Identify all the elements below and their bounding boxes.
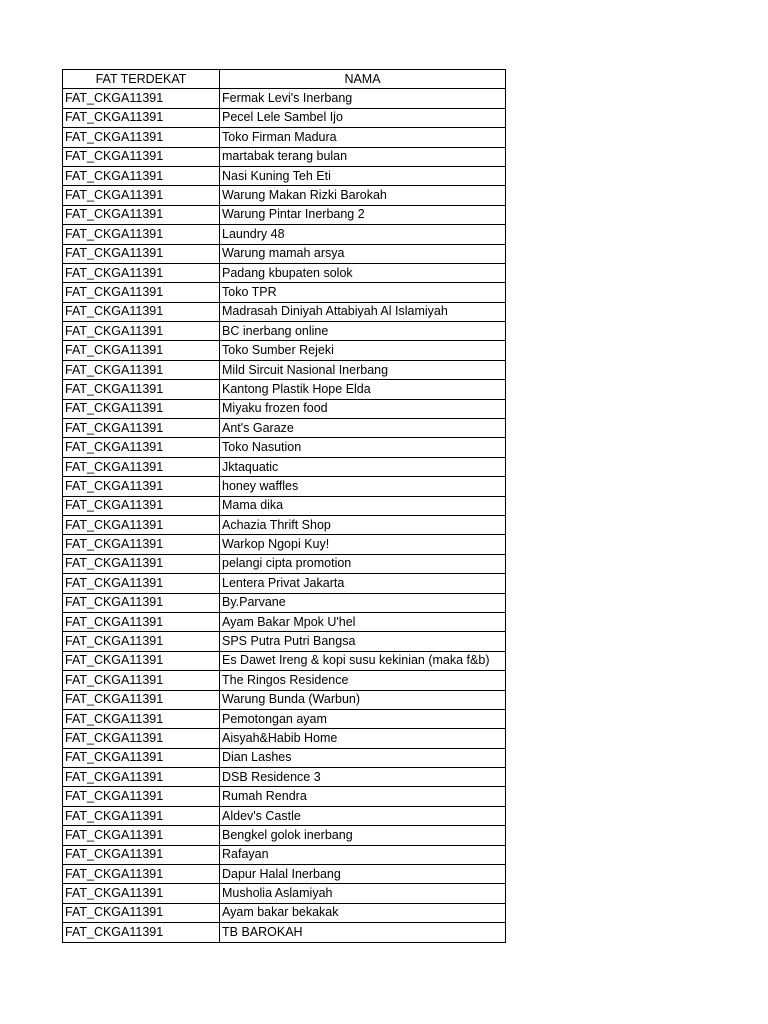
cell-fat-terdekat: FAT_CKGA11391 <box>63 147 220 166</box>
cell-fat-terdekat: FAT_CKGA11391 <box>63 399 220 418</box>
cell-fat-terdekat: FAT_CKGA11391 <box>63 884 220 903</box>
cell-fat-terdekat: FAT_CKGA11391 <box>63 651 220 670</box>
table-body <box>63 89 506 942</box>
cell-fat-terdekat: FAT_CKGA11391 <box>63 768 220 787</box>
table-row <box>63 671 506 690</box>
cell-nama: Bengkel golok inerbang <box>220 826 506 845</box>
cell-nama: The Ringos Residence <box>220 671 506 690</box>
table-row <box>63 419 506 438</box>
header-row <box>63 70 506 89</box>
cell-nama: Aldev's Castle <box>220 806 506 825</box>
cell-fat-terdekat: FAT_CKGA11391 <box>63 419 220 438</box>
cell-fat-terdekat: FAT_CKGA11391 <box>63 806 220 825</box>
cell-nama: Ayam bakar bekakak <box>220 903 506 922</box>
table-row <box>63 554 506 573</box>
cell-nama: Dian Lashes <box>220 748 506 767</box>
table-row <box>63 283 506 302</box>
cell-nama: martabak terang bulan <box>220 147 506 166</box>
cell-nama: Achazia Thrift Shop <box>220 515 506 534</box>
cell-nama: Toko TPR <box>220 283 506 302</box>
cell-nama: Toko Nasution <box>220 438 506 457</box>
table-row <box>63 806 506 825</box>
cell-fat-terdekat: FAT_CKGA11391 <box>63 89 220 108</box>
table-row <box>63 399 506 418</box>
cell-fat-terdekat: FAT_CKGA11391 <box>63 515 220 534</box>
table-row <box>63 826 506 845</box>
table-row <box>63 380 506 399</box>
data-table <box>62 69 506 943</box>
table-row <box>63 535 506 554</box>
cell-fat-terdekat: FAT_CKGA11391 <box>63 612 220 631</box>
cell-fat-terdekat: FAT_CKGA11391 <box>63 302 220 321</box>
table-row <box>63 205 506 224</box>
cell-nama: Ayam Bakar Mpok U'hel <box>220 612 506 631</box>
cell-nama: Miyaku frozen food <box>220 399 506 418</box>
cell-nama: Aisyah&Habib Home <box>220 729 506 748</box>
table-row <box>63 438 506 457</box>
cell-fat-terdekat: FAT_CKGA11391 <box>63 244 220 263</box>
cell-nama: Nasi Kuning Teh Eti <box>220 166 506 185</box>
table-row <box>63 166 506 185</box>
cell-nama: BC inerbang online <box>220 322 506 341</box>
cell-nama: Mild Sircuit Nasional Inerbang <box>220 360 506 379</box>
cell-nama: Jktaquatic <box>220 457 506 476</box>
cell-fat-terdekat: FAT_CKGA11391 <box>63 496 220 515</box>
table-row <box>63 341 506 360</box>
cell-fat-terdekat: FAT_CKGA11391 <box>63 263 220 282</box>
table-row <box>63 632 506 651</box>
table-row <box>63 496 506 515</box>
table-row <box>63 787 506 806</box>
cell-nama: Es Dawet Ireng & kopi susu kekinian (maka f&b) <box>220 651 506 670</box>
table-row <box>63 574 506 593</box>
table-row <box>63 302 506 321</box>
table-row <box>63 515 506 534</box>
cell-fat-terdekat: FAT_CKGA11391 <box>63 283 220 302</box>
cell-nama: Dapur Halal Inerbang <box>220 865 506 884</box>
cell-nama: Warung mamah arsya <box>220 244 506 263</box>
table-row <box>63 322 506 341</box>
cell-nama: Kantong Plastik Hope Elda <box>220 380 506 399</box>
cell-nama: Padang kbupaten solok <box>220 263 506 282</box>
cell-fat-terdekat: FAT_CKGA11391 <box>63 457 220 476</box>
cell-nama: Warung Pintar Inerbang 2 <box>220 205 506 224</box>
table-row <box>63 244 506 263</box>
cell-nama: By.Parvane <box>220 593 506 612</box>
column-header-nama: NAMA <box>220 70 506 89</box>
cell-nama: Toko Firman Madura <box>220 128 506 147</box>
table-row <box>63 709 506 728</box>
cell-nama: Rafayan <box>220 845 506 864</box>
cell-fat-terdekat: FAT_CKGA11391 <box>63 709 220 728</box>
table-row <box>63 903 506 922</box>
cell-fat-terdekat: FAT_CKGA11391 <box>63 108 220 127</box>
cell-nama: pelangi cipta promotion <box>220 554 506 573</box>
cell-nama: Ant's Garaze <box>220 419 506 438</box>
cell-fat-terdekat: FAT_CKGA11391 <box>63 574 220 593</box>
cell-nama: Mama dika <box>220 496 506 515</box>
cell-fat-terdekat: FAT_CKGA11391 <box>63 748 220 767</box>
table-row <box>63 89 506 108</box>
column-header-fat-terdekat: FAT TERDEKAT <box>63 70 220 89</box>
cell-fat-terdekat: FAT_CKGA11391 <box>63 787 220 806</box>
cell-fat-terdekat: FAT_CKGA11391 <box>63 438 220 457</box>
table-row <box>63 477 506 496</box>
cell-fat-terdekat: FAT_CKGA11391 <box>63 186 220 205</box>
cell-nama: TB BAROKAH <box>220 923 506 942</box>
cell-fat-terdekat: FAT_CKGA11391 <box>63 593 220 612</box>
cell-nama: honey waffles <box>220 477 506 496</box>
table-row <box>63 457 506 476</box>
table-row <box>63 612 506 631</box>
cell-fat-terdekat: FAT_CKGA11391 <box>63 729 220 748</box>
cell-nama: Pemotongan ayam <box>220 709 506 728</box>
cell-fat-terdekat: FAT_CKGA11391 <box>63 225 220 244</box>
cell-fat-terdekat: FAT_CKGA11391 <box>63 128 220 147</box>
cell-nama: Musholia Aslamiyah <box>220 884 506 903</box>
cell-nama: Fermak Levi's Inerbang <box>220 89 506 108</box>
table-row <box>63 147 506 166</box>
cell-nama: Pecel Lele Sambel Ijo <box>220 108 506 127</box>
cell-fat-terdekat: FAT_CKGA11391 <box>63 554 220 573</box>
table-row <box>63 651 506 670</box>
cell-fat-terdekat: FAT_CKGA11391 <box>63 632 220 651</box>
cell-nama: Laundry 48 <box>220 225 506 244</box>
cell-fat-terdekat: FAT_CKGA11391 <box>63 322 220 341</box>
cell-fat-terdekat: FAT_CKGA11391 <box>63 166 220 185</box>
cell-fat-terdekat: FAT_CKGA11391 <box>63 360 220 379</box>
table-row <box>63 593 506 612</box>
table-row <box>63 884 506 903</box>
cell-fat-terdekat: FAT_CKGA11391 <box>63 826 220 845</box>
table-row <box>63 923 506 942</box>
cell-fat-terdekat: FAT_CKGA11391 <box>63 903 220 922</box>
cell-nama: Warung Bunda (Warbun) <box>220 690 506 709</box>
cell-fat-terdekat: FAT_CKGA11391 <box>63 535 220 554</box>
table-row <box>63 845 506 864</box>
table-row <box>63 360 506 379</box>
cell-fat-terdekat: FAT_CKGA11391 <box>63 690 220 709</box>
table-row <box>63 186 506 205</box>
cell-nama: Warkop Ngopi Kuy! <box>220 535 506 554</box>
table-row <box>63 128 506 147</box>
cell-fat-terdekat: FAT_CKGA11391 <box>63 477 220 496</box>
cell-fat-terdekat: FAT_CKGA11391 <box>63 845 220 864</box>
cell-fat-terdekat: FAT_CKGA11391 <box>63 865 220 884</box>
table-row <box>63 108 506 127</box>
cell-nama: Madrasah Diniyah Attabiyah Al Islamiyah <box>220 302 506 321</box>
table-row <box>63 748 506 767</box>
cell-nama: SPS Putra Putri Bangsa <box>220 632 506 651</box>
table-row <box>63 768 506 787</box>
table-row <box>63 225 506 244</box>
table-row <box>63 690 506 709</box>
cell-fat-terdekat: FAT_CKGA11391 <box>63 341 220 360</box>
cell-nama: Toko Sumber Rejeki <box>220 341 506 360</box>
cell-fat-terdekat: FAT_CKGA11391 <box>63 205 220 224</box>
cell-fat-terdekat: FAT_CKGA11391 <box>63 923 220 942</box>
table-row <box>63 865 506 884</box>
table-row <box>63 729 506 748</box>
cell-nama: DSB Residence 3 <box>220 768 506 787</box>
cell-fat-terdekat: FAT_CKGA11391 <box>63 671 220 690</box>
cell-fat-terdekat: FAT_CKGA11391 <box>63 380 220 399</box>
table-row <box>63 263 506 282</box>
cell-nama: Lentera Privat Jakarta <box>220 574 506 593</box>
cell-nama: Rumah Rendra <box>220 787 506 806</box>
cell-nama: Warung Makan Rizki Barokah <box>220 186 506 205</box>
